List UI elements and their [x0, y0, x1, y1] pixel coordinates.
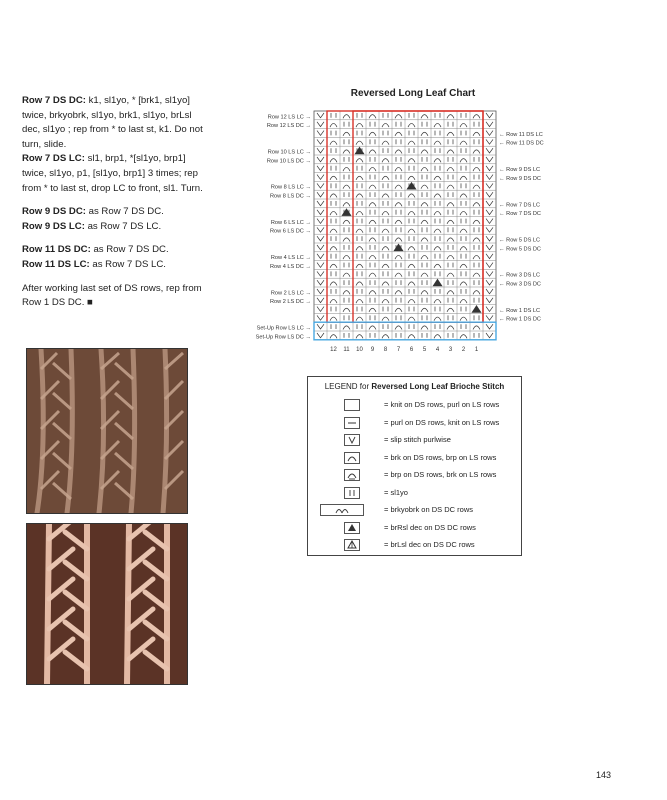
- chart-row-label-left: Row 2 LS DC →: [269, 299, 311, 306]
- chart-row-label-right: ← Row 1 DS LC: [499, 307, 541, 314]
- legend-item: [308, 434, 521, 448]
- column-number: 9: [370, 346, 375, 353]
- legend-item: [308, 399, 521, 413]
- legend-item-label: = knit on DS rows, purl on LS rows: [384, 400, 500, 409]
- legend-item-label: = purl on DS rows, knit on LS rows: [384, 417, 500, 427]
- column-number: 5: [422, 346, 427, 353]
- chart-row-label-right: ← Row 9 DS DC: [499, 175, 541, 182]
- column-number: 2: [461, 346, 466, 353]
- column-number: 1: [474, 346, 479, 353]
- chart-row-label-left: Row 6 LS DC →: [269, 228, 311, 235]
- legend-item-label: = sl1yo: [384, 487, 408, 497]
- knit-swatch-photo-2: [26, 523, 188, 685]
- legend-item: [308, 522, 521, 536]
- chart-row-label-right: ← Row 3 DS LC: [499, 272, 541, 279]
- chart-row-label-right: ← Row 3 DS DC: [499, 281, 541, 288]
- column-number: 6: [409, 346, 414, 353]
- legend-item-label: = brp on DS rows, brk on LS rows: [384, 470, 497, 479]
- chart-row-label-right: ← Row 1 DS DC: [499, 316, 541, 323]
- column-number: 7: [396, 346, 401, 353]
- brkyobrk-icon: [320, 504, 364, 516]
- legend-item-label: = slip stitch purlwise: [384, 435, 451, 444]
- brp-arch-icon: [344, 469, 360, 481]
- instruction-row-11: Row 11 DS DC: as Row 7 DS DC. Row 11 DS LC: as Row 7 DS LC.: [22, 244, 169, 270]
- brk-arch-icon: [344, 452, 360, 464]
- chart-row-label-right: ← Row 5 DS DC: [499, 246, 541, 253]
- instruction-row-7: Row 7 DS DC: k1, sl1yo, * [brk1, sl1yo] twice, brkyobrk, sl1yo, brk1, sl1yo, brLsl dec, sl1yo ; rep from * to last st, k1. Do not turn, slide. Row 7 DS LC: sl1, brp1, *[sl1yo, brp1] twice, sl1yo, p1, [sl1yo, brp1] 3 times; rep from * to last st, drop LC to front, sl1. Turn.: [22, 95, 203, 194]
- blank-box-icon: [344, 399, 360, 411]
- sl1yo-icon: [344, 487, 360, 499]
- column-number: 11: [343, 346, 350, 353]
- chart-row-label-left: Row 8 LS LC →: [270, 184, 311, 191]
- knitting-chart: [242, 105, 582, 365]
- chart-row-label-left: Row 10 LS DC →: [266, 158, 311, 165]
- brrsl-dec-icon: [344, 522, 360, 534]
- legend-item: [308, 539, 521, 553]
- instruction-row-9: Row 9 DS DC: as Row 7 DS DC. Row 9 DS LC: as Row 7 DS LC.: [22, 206, 164, 232]
- chart-row-label-left: Row 4 LS DC →: [269, 263, 311, 270]
- chart-row-label-right: ← Row 7 DS DC: [499, 211, 541, 218]
- chart-row-label-right: ← Row 7 DS LC: [499, 202, 541, 209]
- legend-item: [308, 504, 521, 518]
- chart-row-label-right: ← Row 11 DS LC: [499, 131, 543, 138]
- chart-row-label-right: ← Row 9 DS LC: [499, 167, 541, 174]
- chart-row-label-left: Row 6 LS LC →: [270, 219, 311, 226]
- chart-row-label-right: ← Row 11 DS DC: [499, 140, 544, 147]
- chart-row-label-left: Set-Up Row LS DC →: [255, 334, 311, 341]
- chart-row-label-left: Row 4 LS LC →: [270, 255, 311, 262]
- chart-row-label-left: Row 2 LS LC →: [270, 290, 311, 297]
- column-number: 3: [448, 346, 453, 353]
- chart-row-label-left: Set-Up Row LS LC →: [256, 325, 311, 332]
- legend-item-label: = brLsl dec on DS DC rows: [384, 540, 475, 549]
- chart-title: Reversed Long Leaf Chart: [350, 88, 476, 99]
- column-number: 10: [356, 346, 363, 353]
- brlsl-dec-icon: [344, 539, 360, 551]
- legend-item-label: = brkyobrk on DS DC rows: [384, 505, 473, 514]
- dash-box-icon: [344, 417, 360, 429]
- chart-row-label-left: Row 8 LS DC →: [269, 193, 311, 200]
- pattern-instructions: [22, 94, 204, 320]
- chart-row-label-left: Row 12 LS DC →: [266, 123, 311, 130]
- legend-title: LEGEND for Reversed Long Leaf Brioche Stitch: [324, 382, 505, 391]
- legend-item: [308, 469, 521, 483]
- column-number: 4: [435, 346, 440, 353]
- legend-item-label: = brk on DS rows, brp on LS rows: [384, 452, 497, 462]
- instruction-repeat: After working last set of DS rows, rep from Row 1 DS DC. ■: [22, 282, 202, 309]
- chart-row-label-left: Row 10 LS LC →: [267, 149, 311, 156]
- column-number: 12: [330, 346, 337, 353]
- legend-item: [308, 417, 521, 431]
- legend-item: [308, 487, 521, 501]
- page-number: 143: [596, 770, 612, 780]
- chart-row-label-right: ← Row 5 DS LC: [499, 237, 541, 244]
- legend-item: [308, 452, 521, 466]
- column-number: 8: [383, 346, 388, 353]
- chart-row-label-left: Row 12 LS LC →: [267, 114, 311, 121]
- slip-v-icon: [344, 434, 360, 446]
- legend-box: [307, 376, 522, 556]
- legend-item-label: = brRsl dec on DS DC rows: [384, 522, 476, 532]
- knit-swatch-photo-1: [26, 348, 188, 514]
